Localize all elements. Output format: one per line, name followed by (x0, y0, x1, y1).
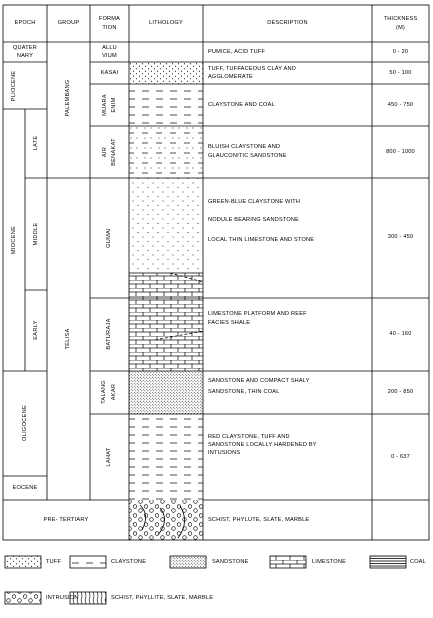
desc-lahat-2: SANDSTONE LOCALLY HARDENED BY (208, 442, 317, 448)
formation-enim: ENIM (111, 97, 117, 113)
desc-gumai-2: NODULE BEARING SANDSTONE (208, 217, 300, 223)
formation-air: AIR (102, 146, 108, 158)
thickness-talang-akar: 200 - 850 (387, 389, 414, 395)
formation-alluvium-2: VIUM (102, 53, 117, 59)
header-lithology: LITHOLOGY (149, 20, 183, 26)
thickness-kasai: 50 - 100 (389, 70, 412, 76)
desc-air-benakat-2: GLAUCONITIC SANDSTONE (208, 153, 287, 159)
desc-lahat-1: RED CLAYSTONE, TUFF AND (208, 434, 290, 440)
desc-baturaja-1: LIMESTONE PLATFORM AND REEF (208, 311, 307, 317)
desc-kasai-2: AGGLOMERATE (208, 74, 253, 80)
lith-gumai-limestone (129, 273, 203, 298)
legend-sandstone-swatch (170, 556, 206, 568)
desc-lahat-3: INTUSIONS (208, 450, 241, 456)
desc-talang-akar-2: SANDSTONE, THIN COAL (208, 389, 280, 395)
epoch-oligocene: OLIGOCENE (22, 405, 28, 441)
legend-schist-label: SCHIST, PHYLLITE, SLATE, MARBLE (111, 595, 214, 601)
lith-kasai-tuff (129, 62, 203, 84)
epoch-eocene: EOCENE (12, 485, 38, 491)
desc-baturaja-2: FACIES SHALE (208, 320, 251, 326)
desc-alluvium: PUMICE, ACID TUFF (208, 49, 266, 55)
legend-sandstone-label: SANDSTONE (212, 559, 249, 565)
group-telisa: TELISA (65, 328, 71, 350)
lith-air-benakat (129, 126, 203, 178)
thickness-alluvium: 0 - 20 (392, 49, 409, 55)
legend-claystone-swatch (70, 556, 106, 568)
lith-gumai-silt (129, 178, 203, 273)
thickness-muara-enim: 450 - 750 (387, 102, 414, 108)
formation-akar: AKAR (111, 383, 117, 401)
desc-air-benakat-1: BLUISH CLAYSTONE AND (208, 144, 281, 150)
desc-gumai-3: LOCAL THIN LIMESTONE AND STONE (208, 237, 315, 243)
header-formation-2: TION (102, 25, 117, 31)
group-palembang: PALEMBANG (65, 79, 71, 117)
formation-muara: MUARA (102, 94, 108, 116)
legend-claystone-label: CLAYSTONE (111, 559, 147, 565)
epoch-miocene: MIOCENE (11, 225, 17, 255)
header-group: GROUP (57, 20, 80, 26)
desc-talang-akar-1: SANDSTONE AND COMPACT SHALY (208, 378, 310, 384)
legend-tuff-swatch (5, 556, 41, 568)
epoch-pliocene: PLIOCENE (11, 70, 17, 102)
epoch-late: LATE (33, 135, 39, 151)
legend-tuff-label: TUFF (46, 559, 62, 565)
header-description: DESCRIPTION (267, 20, 308, 26)
header-epoch: EPOCH (14, 20, 36, 26)
lith-lahat-clay (129, 414, 203, 500)
formation-lahat: LAHAT (106, 447, 112, 467)
epoch-middle: MIDDLE (33, 222, 39, 246)
thickness-gumai: 300 - 450 (387, 234, 414, 240)
epoch-quaternary-1: QUATER (12, 45, 38, 51)
desc-muara-enim: CLAYSTONE AND COAL (208, 102, 275, 108)
header-thickness-2: (M) (396, 25, 405, 31)
legend-coal-label: COAL (410, 559, 427, 565)
formation-alluvium-1: ALLU (102, 45, 117, 51)
epoch-quaternary-2: NARY (16, 53, 34, 59)
legend-limestone-label: LIMESTONE (312, 559, 347, 565)
epoch-pre-tertiary: PRE- TERTIARY (43, 517, 89, 523)
legend-limestone-swatch (270, 556, 306, 568)
formation-talang: TALANG (101, 380, 107, 404)
lith-basement (129, 500, 203, 540)
formation-kasai: KASAI (100, 70, 119, 76)
desc-basement: SCHIST, PHYLUTE, SLATE, MARBLE (208, 517, 310, 523)
formation-baturaja: BATURAJA (106, 318, 112, 350)
legend-intrusion-swatch (5, 592, 41, 604)
thickness-air-benakat: 800 - 1000 (386, 149, 415, 155)
lith-muara-enim-clay (129, 84, 203, 126)
header-formation-1: FORMA (98, 16, 121, 22)
lith-talang-akar-sandstone (129, 371, 203, 414)
desc-kasai-1: TUFF, TUFFACEOUS CLAY AND (208, 66, 296, 72)
legend-coal-swatch (370, 556, 406, 568)
epoch-early: EARLY (33, 320, 39, 340)
thickness-lahat: 0 - 637 (391, 454, 410, 460)
legend-intrusion-label: INTRUSION (46, 595, 79, 601)
thickness-baturaja: 40 - 160 (389, 331, 412, 337)
formation-gumai: GUMAI (106, 228, 112, 248)
header-thickness-1: THICKNESS (383, 16, 418, 22)
lith-baturaja-limestone (129, 298, 203, 371)
formation-benakat: BENAKAT (111, 138, 117, 166)
desc-gumai-1: GREEN-BLUE CLAYSTONE WITH (208, 199, 301, 205)
